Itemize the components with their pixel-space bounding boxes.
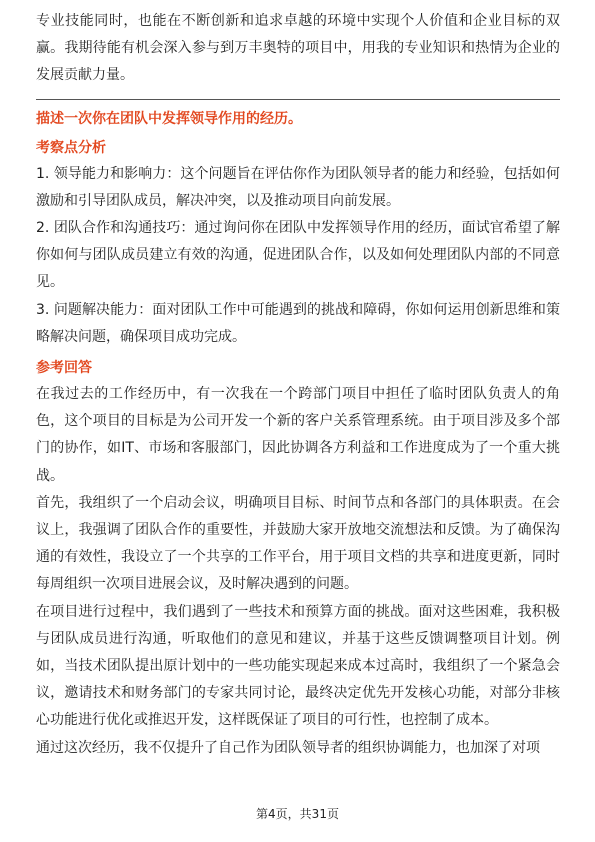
answer-paragraph-3: 在项目进行过程中，我们遇到了一些技术和预算方面的挑战。面对这些困难，我积极与团队成员进行沟通，听取他们的意见和建议，并基于这些反馈调整项目计划。例如，当技术团队提出原计划中的一些功能实现起来成本过高时，我组织了一个紧急会议，邀请技术和财务部门的专家共同讨论，最终决定优先开发核心功能，对部分非核心功能进行优化或推迟开发，这样既保证了项目的可行性，也控制了成本。 (36, 603, 560, 729)
question-title: 描述一次你在团队中发挥领导作用的经历。 (36, 110, 302, 127)
answer-paragraph-2: 首先，我组织了一个启动会议，明确项目目标、时间节点和各部门的具体职责。在会议上，我强调了团队合作的重要性，并鼓励大家开放地交流想法和反馈。为了确保沟通的有效性，我设立了一个共享的工作平台，用于项目文档的共享和进度更新，同时每周组织一次项目进展会议，及时解决遇到的问题。 (36, 494, 560, 593)
analysis-point-1: 1. 领导能力和影响力：这个问题旨在评估你作为团队领导者的能力和经验，包括如何激励和引导团队成员，解决冲突，以及推动项目向前发展。 (36, 165, 560, 209)
analysis-heading: 考察点分析 (36, 139, 106, 156)
document-page (36, 8, 560, 762)
page-number-footer: 第4页，共31页 (256, 807, 339, 821)
section-divider (36, 99, 560, 100)
analysis-point-2: 2. 团队合作和沟通技巧：通过询问你在团队中发挥领导作用的经历，面试官希望了解你如何与团队成员建立有效的沟通，促进团队合作，以及如何处理团队内部的不同意见。 (36, 220, 560, 291)
answer-paragraph-1: 在我过去的工作经历中，有一次我在一个跨部门项目中担任了临时团队负责人的角色，这个项目的目标是为公司开发一个新的客户关系管理系统。由于项目涉及多个部门的协作，如IT、市场和客服部门，因此协调各方利益和工作进度成为了一个重大挑战。 (36, 386, 560, 484)
answer-heading: 参考回答 (36, 360, 92, 377)
answer-paragraph-4: 通过这次经历，我不仅提升了自己作为团队领导者的组织协调能力，也加深了对项 (36, 739, 540, 756)
intro-paragraph: 专业技能同时，也能在不断创新和追求卓越的环境中实现个人价值和企业目标的双赢。我期待能有机会深入参与到万丰奥特的项目中，用我的专业知识和热情为企业的发展贡献力量。 (36, 13, 560, 84)
analysis-point-3: 3. 问题解决能力：面对团队工作中可能遇到的挑战和障碍，你如何运用创新思维和策略解决问题，确保项目成功完成。 (36, 301, 560, 345)
